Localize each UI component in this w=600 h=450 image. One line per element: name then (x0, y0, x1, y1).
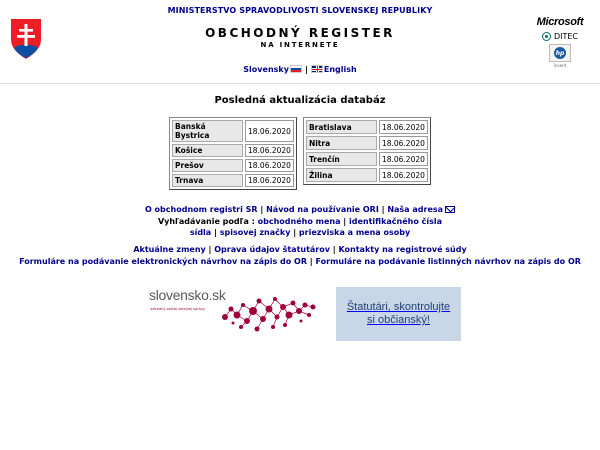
ditec-icon (542, 32, 551, 41)
search-prefix: Vyhľadávanie podľa : (157, 216, 255, 226)
news-link[interactable]: Aktuálne zmeny (133, 245, 206, 254)
uk-flag-icon (311, 65, 323, 73)
header (0, 6, 600, 49)
nav-separator: | (208, 245, 212, 254)
main-navigation (0, 204, 600, 239)
electronic-forms-link[interactable]: Formuláre na podávanie elektronických návrhov na zápis do OR (19, 256, 307, 266)
warning-line-2: si občianský! (367, 314, 430, 326)
city-cell: Prešov (172, 159, 243, 172)
city-cell: Nitra (306, 136, 377, 150)
slovensko-sk-banner[interactable] (149, 287, 319, 342)
table-row (306, 152, 428, 166)
hp-caption: invent (553, 63, 567, 68)
date-cell: 18.06.2020 (379, 136, 428, 150)
database-update-tables (169, 117, 432, 185)
envelope-icon (445, 206, 455, 213)
search-by-name-link[interactable]: obchodného mena (257, 216, 341, 226)
search-by-file-link[interactable]: spisovej značky (219, 228, 291, 237)
table-row (306, 120, 428, 134)
table-row (172, 144, 294, 157)
address-label: Naša adresa (387, 205, 444, 214)
slovak-flag-icon (290, 65, 302, 73)
date-cell: 18.06.2020 (245, 120, 294, 142)
nav-separator: | (381, 205, 385, 214)
update-table-right (303, 117, 431, 185)
nav-separator: | (309, 256, 313, 266)
city-cell: Trnava (172, 174, 243, 187)
search-by-id-link[interactable]: identifikačného čísla (349, 216, 443, 226)
city-cell: Košice (172, 144, 243, 157)
table-row (172, 174, 294, 187)
ditec-label: DITEC (553, 32, 579, 41)
nav-separator: | (260, 205, 264, 214)
fix-statutory-link[interactable]: Oprava údajov štatutárov (214, 245, 330, 254)
header-divider (0, 83, 600, 84)
nav-separator: | (293, 228, 297, 237)
city-cell: Trenčín (306, 152, 377, 166)
paper-forms-link[interactable]: Formuláre na podávanie listinných návrhov na zápis do OR (315, 256, 581, 266)
table-row (306, 136, 428, 150)
table-row (306, 168, 428, 182)
city-cell: Banská Bystrica (172, 120, 243, 142)
language-english-label: English (323, 65, 357, 74)
date-cell: 18.06.2020 (379, 168, 428, 182)
page-title: OBCHODNÝ REGISTER (205, 26, 395, 40)
address-link[interactable] (387, 205, 455, 214)
table-row (172, 120, 294, 142)
table-row (172, 159, 294, 172)
date-cell: 18.06.2020 (245, 174, 294, 187)
date-cell: 18.06.2020 (245, 159, 294, 172)
about-link[interactable]: O obchodnom registri SR (144, 205, 258, 214)
language-switcher (0, 65, 600, 74)
hp-logo[interactable] (549, 44, 571, 62)
ditec-logo[interactable] (530, 32, 590, 41)
language-slovak-label: Slovensky (243, 65, 289, 74)
check-id-card-banner[interactable] (336, 287, 461, 341)
page-subtitle: NA INTERNETE (260, 41, 340, 49)
slovensko-sk-subtitle: ústredný portál verejnej správy (150, 307, 205, 311)
date-cell: 18.06.2020 (379, 120, 428, 134)
slovakia-map-dots-icon (217, 287, 319, 342)
city-cell: Bratislava (306, 120, 377, 134)
city-cell: Žilina (306, 168, 377, 182)
sponsor-logos (530, 16, 590, 68)
slovensko-sk-logo-text: slovensko.sk (149, 287, 226, 303)
update-table-left (169, 117, 297, 190)
guide-link[interactable]: Návod na používanie ORI (266, 205, 379, 214)
search-by-person-link[interactable]: priezviska a mena osoby (298, 228, 411, 237)
nav-separator: | (332, 245, 336, 254)
update-title: Posledná aktualizácia databáz (214, 95, 386, 106)
date-cell: 18.06.2020 (379, 152, 428, 166)
warning-line-1: Štatutári, skontrolujte (346, 301, 451, 313)
microsoft-logo[interactable]: Microsoft (536, 16, 584, 28)
language-english-link[interactable] (310, 65, 357, 74)
hp-icon: hp (554, 47, 566, 59)
search-by-seat-link[interactable]: sídla (189, 228, 212, 237)
secondary-navigation (0, 244, 600, 267)
ministry-title: MINISTERSTVO SPRAVODLIVOSTI SLOVENSKEJ REPUBLIKY (167, 6, 433, 15)
nav-separator: | (343, 216, 347, 226)
language-slovak-link[interactable] (243, 65, 303, 74)
language-separator: | (304, 65, 308, 74)
nav-separator: | (214, 228, 217, 237)
date-cell: 18.06.2020 (245, 144, 294, 157)
court-contacts-link[interactable]: Kontakty na registrové súdy (338, 245, 467, 254)
